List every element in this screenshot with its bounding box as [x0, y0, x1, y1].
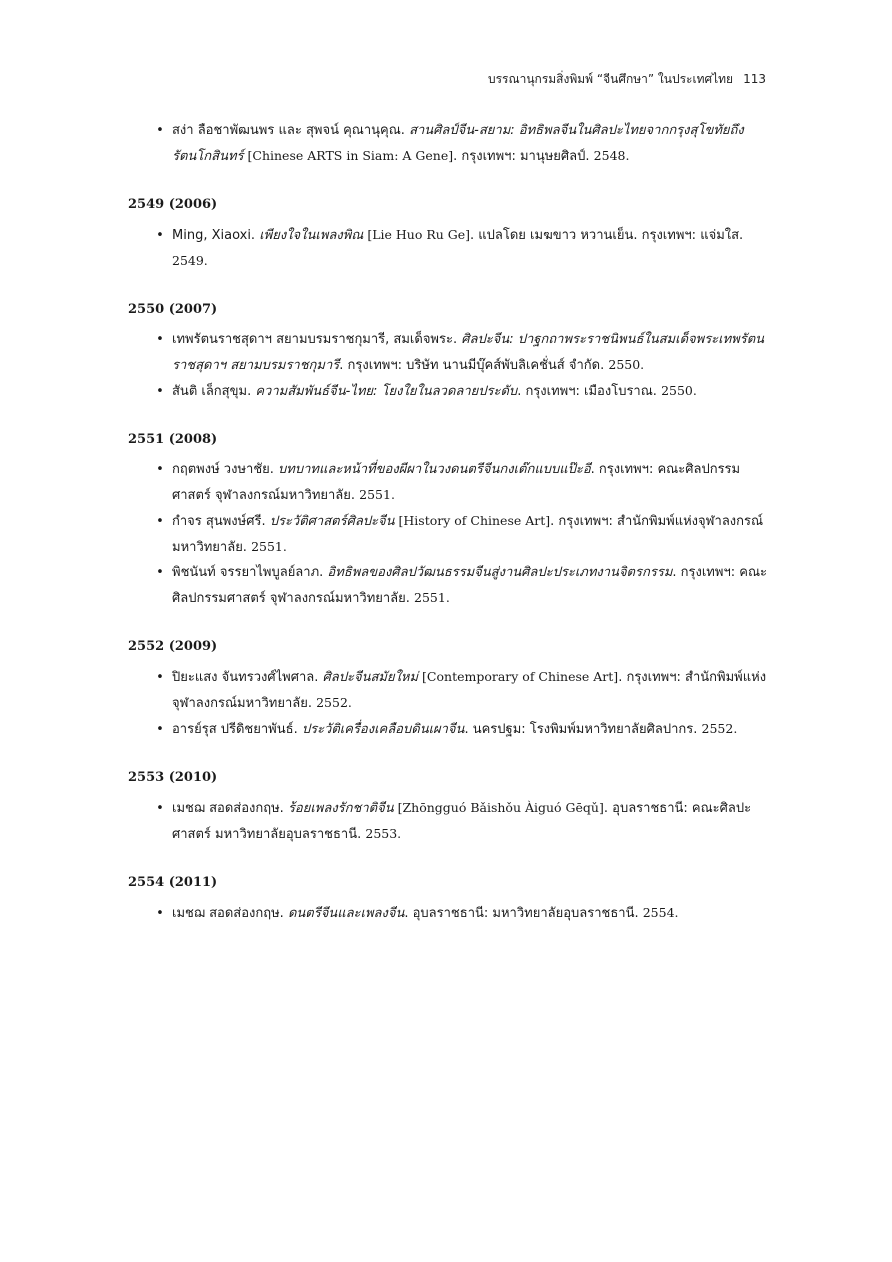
entry-author: เมชฌ สอดส่องกฤษ. [172, 801, 288, 816]
entry-title: ศิลปะจีน: ปาฐกถาพระราชนิพนธ์ในสมเด็จพระเทพรัตนราชสุดาฯ สยามบรมราชกุมารี [172, 332, 765, 373]
entry-author: เมชฌ สอดส่องกฤษ. [172, 906, 288, 921]
entry-publisher: . กรุงเทพฯ: สำนักพิมพ์แห่งจุฬาลงกรณ์มหาวิทยาลัย. [172, 514, 764, 555]
bibliography-entry [128, 327, 768, 378]
entry-title: ความสัมพันธ์จีน-ไทย: โยงใยในลวดลายประดับ [255, 384, 518, 399]
year-section [128, 874, 768, 926]
bibliography-entry [128, 795, 768, 847]
year-section [128, 769, 768, 847]
bullet-icon: • [156, 670, 164, 685]
bibliography-entry [128, 900, 768, 926]
entry-english-title: [Chinese ARTS in Siam: A Gene] [243, 148, 454, 163]
entry-publisher: . แปลโดย เมฆขาว หวานเย็น. กรุงเทพฯ: แจ่มใส. [470, 228, 744, 243]
entry-author: กฤตพงษ์ วงษาชัย. [172, 462, 279, 477]
year-heading: 2553 (2010) [128, 770, 218, 785]
entry-publisher: . กรุงเทพฯ: เมืองโบราณ. [517, 384, 662, 399]
year-section [128, 638, 768, 742]
year-heading: 2552 (2009) [128, 639, 218, 654]
entry-publisher: . กรุงเทพฯ: สำนักพิมพ์แห่งจุฬาลงกรณ์มหาวิทยาลัย. [172, 670, 767, 711]
entry-title: ร้อยเพลงรักชาติจีน [287, 801, 394, 816]
bullet-icon: • [156, 722, 164, 737]
bullet-icon: • [156, 228, 164, 243]
bullet-icon: • [156, 565, 164, 580]
year-section [128, 301, 768, 404]
entry-publisher: . กรุงเทพฯ: มานุษยศิลป์. [453, 149, 594, 164]
entry-publisher: . นครปฐม: โรงพิมพ์มหาวิทยาลัยศิลปากร. [464, 722, 702, 737]
bullet-icon: • [156, 384, 164, 399]
entry-title: เพียงใจในเพลงพิณ [259, 228, 364, 243]
entry-publisher: . อุบลราชธานี: มหาวิทยาลัยอุบลราชธานี. [404, 906, 643, 921]
year-heading: 2549 (2006) [128, 197, 218, 212]
entry-year: 2554. [642, 905, 679, 920]
year-heading: 2550 (2007) [128, 302, 218, 317]
entry-year: 2552. [316, 695, 352, 710]
bibliography-entry [128, 508, 768, 560]
entry-title: ดนตรีจีนและเพลงจีน [287, 906, 405, 921]
entry-english-title: [Zhōngguó Bǎishǒu Àiguó Gēqǔ] [393, 800, 604, 815]
entry-year: 2553. [365, 826, 402, 841]
entry-author: อารย์รุส ปรีดิชยาพันธ์. [172, 722, 302, 737]
year-section [128, 196, 768, 274]
bibliography-entry [128, 378, 768, 404]
bibliography-entry [128, 716, 768, 742]
entry-author: พิชนันท์ จรรยาไพบูลย์ลาภ. [172, 565, 328, 580]
entry-publisher: . กรุงเทพฯ: บริษัท นานมีบุ๊คส์พับลิเคชั่นส์ จำกัด. [339, 358, 609, 373]
entry-author: กำจร สุนพงษ์ศรี. [172, 514, 270, 529]
entry-title: ประวัติศาสตร์ศิลปะจีน [269, 514, 395, 529]
year-section [128, 431, 768, 611]
entry-year: 2552. [701, 721, 738, 736]
entry-year: 2549. [172, 253, 208, 268]
running-title: บรรณานุกรมสิ่งพิมพ์ “จีนศึกษา” ในประเทศไทย [487, 72, 734, 86]
entry-year: 2550. [661, 383, 697, 398]
entry-publisher: . กรุงเทพฯ: คณะศิลปกรรมศาสตร์ จุฬาลงกรณ์มหาวิทยาลัย. [172, 462, 741, 503]
entry-author: สันติ เล็กสุขุม. [172, 384, 256, 399]
bullet-icon: • [156, 462, 164, 477]
bullet-icon: • [156, 332, 164, 347]
entry-author: Ming, Xiaoxi. [172, 228, 260, 243]
entry-english-title: [Lie Huo Ru Ge] [363, 227, 471, 242]
entry-publisher: . กรุงเทพฯ: คณะศิลปกรรมศาสตร์ จุฬาลงกรณ์มหาวิทยาลัย. [172, 565, 767, 606]
bibliography-list [128, 118, 768, 953]
bibliography-entry [128, 457, 768, 508]
entry-publisher: . อุบลราชธานี: คณะศิลปะศาสตร์ มหาวิทยาลัยอุบลราชธานี. [172, 801, 752, 842]
entry-year: 2551. [414, 590, 450, 605]
bibliography-entry [128, 222, 768, 274]
bullet-icon: • [156, 906, 164, 921]
entry-english-title: [Contemporary of Chinese Art] [418, 669, 619, 684]
entry-author: เทพรัตนราชสุดาฯ สยามบรมราชกุมารี, สมเด็จพระ. [172, 332, 462, 347]
entry-year: 2548. [593, 148, 630, 163]
entry-title: อิทธิพลของศิลปวัฒนธรรมจีนสู่งานศิลปะประเภทงานจิตรกรรม [327, 565, 673, 580]
year-heading: 2554 (2011) [128, 875, 218, 890]
bullet-icon: • [156, 123, 164, 138]
entry-title: ศิลปะจีนสมัยใหม่ [322, 670, 419, 685]
entry-title: ประวัติเครื่องเคลือบดินเผาจีน [301, 722, 465, 737]
entry-year: 2551. [359, 487, 395, 502]
entry-year: 2551. [251, 539, 287, 554]
entry-year: 2550. [608, 357, 645, 372]
bibliography-entry [128, 118, 768, 169]
year-heading: 2551 (2008) [128, 432, 218, 447]
page-number: 113 [743, 72, 766, 86]
entry-author: ปิยะแสง จันทรวงศ์ไพศาล. [172, 670, 323, 685]
entry-title: บทบาทและหน้าที่ของผีผาในวงดนตรีจีนกงเต๊กแบบแป๊ะอี [278, 462, 591, 477]
entry-english-title: [History of Chinese Art] [394, 513, 551, 528]
year-section [128, 118, 768, 169]
bullet-icon: • [156, 801, 164, 816]
entry-author: สง่า ลือชาพัฒนพร และ สุพจน์ คุณานุคุณ. [172, 123, 410, 138]
running-header [488, 70, 766, 89]
bullet-icon: • [156, 514, 164, 529]
bibliography-entry [128, 664, 768, 716]
entry-title: สานศิลป์จีน-สยาม: อิทธิพลจีนในศิลปะไทยจากกรุงสุโขทัยถึงรัตนโกสินทร์ [172, 123, 744, 164]
bibliography-entry [128, 560, 768, 611]
